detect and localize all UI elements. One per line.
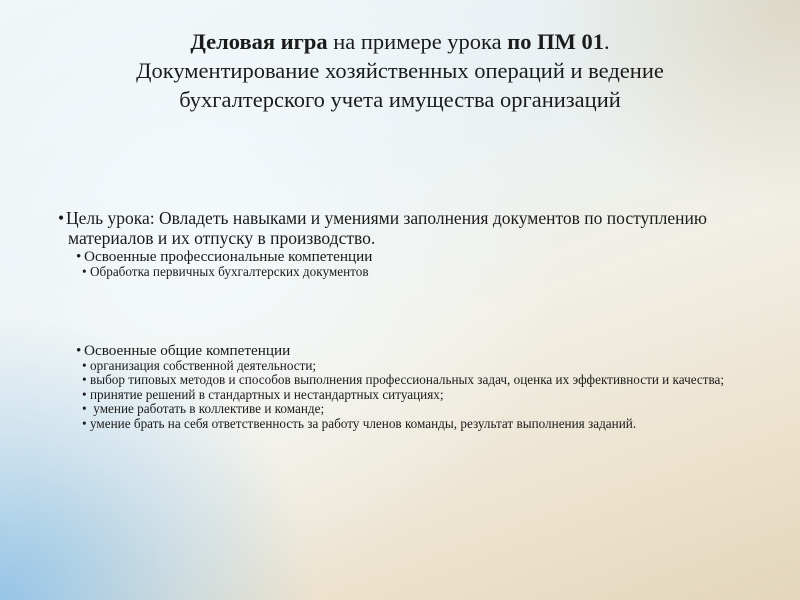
title-bold-1: Деловая игра	[190, 29, 328, 54]
bullet-dot: •	[82, 357, 87, 373]
title-line-3: бухгалтерского учета имущества организаций	[179, 87, 621, 112]
general-competency-item	[82, 402, 784, 417]
lesson-goal	[54, 208, 784, 248]
general-item-text: умение брать на себя ответственность за работу членов команды, результат выполнения заданий.	[90, 415, 637, 431]
title-text-2: на примере урока	[327, 29, 508, 54]
professional-competency-item	[82, 265, 784, 280]
bullet-dot: •	[82, 386, 87, 402]
general-item-text: организация собственной деятельности;	[90, 357, 317, 373]
bullet-dot: •	[58, 208, 65, 228]
general-competency-item	[82, 373, 784, 388]
title-text-4: .	[603, 29, 610, 54]
title-line-2: Документирование хозяйственных операций и ведение	[136, 58, 664, 83]
general-item-text: принятие решений в стандартных и нестандартных ситуациях;	[90, 386, 444, 402]
bullet-dot: •	[82, 401, 87, 416]
bullet-dot: •	[82, 415, 87, 431]
title-line-1	[40, 27, 760, 56]
general-competency-item	[82, 359, 784, 374]
bullet-dot: •	[76, 248, 82, 265]
slide-content	[54, 208, 784, 431]
bullet-dot: •	[82, 264, 87, 279]
general-competencies-heading	[76, 342, 784, 359]
bullet-dot: •	[76, 341, 82, 359]
lesson-goal-text: Цель урока: Овладеть навыками и умениями заполнения документов по поступлению материалов и их отпуску в производство.	[66, 208, 707, 248]
professional-item-text: Обработка первичных бухгалтерских документов	[90, 264, 369, 279]
professional-competencies-heading	[76, 248, 784, 265]
spacer	[54, 280, 784, 342]
slide-title	[40, 27, 760, 114]
general-item-text: выбор типовых методов и способов выполнения профессиональных задач, оценка их эффективности и качества;	[90, 372, 725, 387]
professional-heading-text: Освоенные профессиональные компетенции	[84, 248, 373, 265]
general-item-text: умение работать в коллективе и команде;	[90, 401, 325, 416]
bullet-dot: •	[82, 372, 87, 387]
general-competency-item	[82, 388, 784, 403]
title-bold-3: по ПМ 01	[507, 29, 604, 54]
general-competency-item	[82, 417, 784, 432]
general-heading-text: Освоенные общие компетенции	[84, 341, 291, 359]
